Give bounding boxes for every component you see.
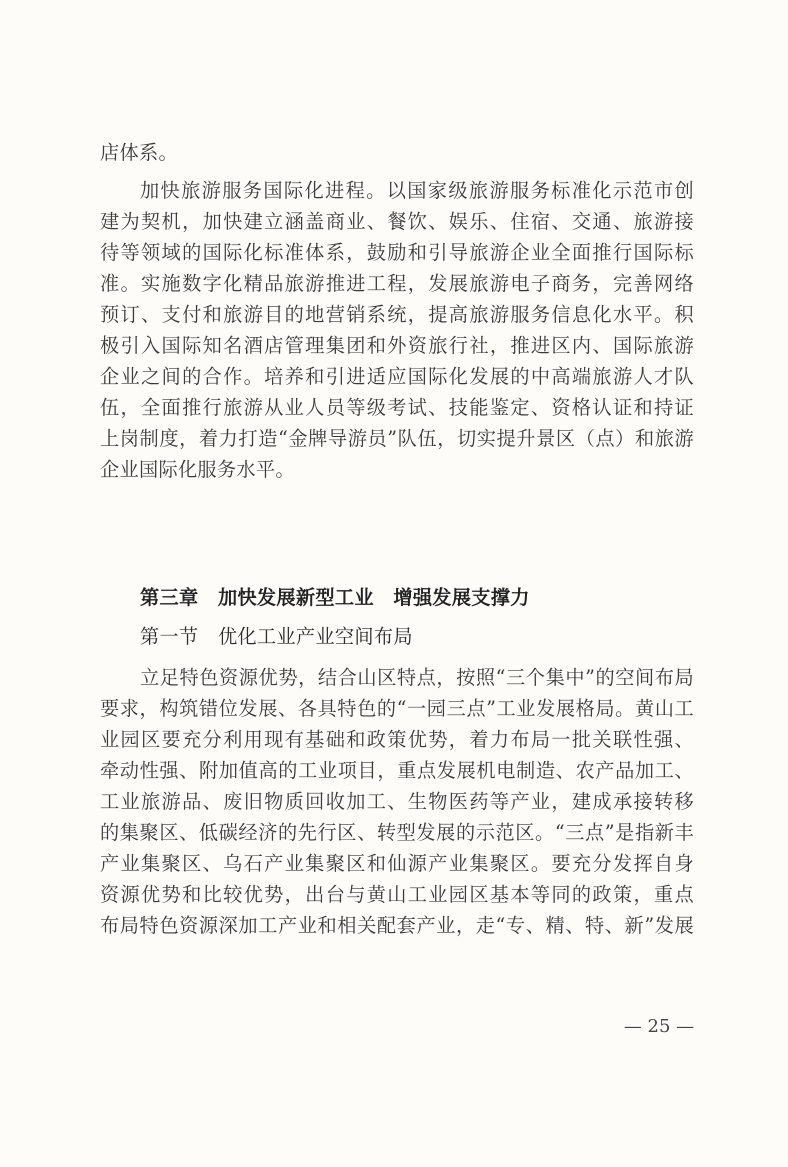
text-line: 的集聚区、低碳经济的先行区、转型发展的示范区。“三点”是指新丰 [100,821,694,844]
text-line: 加快旅游服务国际化进程。以国家级旅游服务标准化示范市创 [140,179,694,202]
text-line: 产业集聚区、乌石产业集聚区和仙源产业集聚区。要充分发挥自身 [100,852,694,875]
text-line: 建为契机，加快建立涵盖商业、餐饮、娱乐、住宿、交通、旅游接 [100,210,694,233]
text-line: 立足特色资源优势，结合山区特点，按照“三个集中”的空间布局 [140,666,694,689]
paragraph-tourism-internationalization [100,175,694,485]
text-line: 极引入国际知名酒店管理集团和外资旅行社，推进区内、国际旅游 [100,334,694,357]
text-line: 待等领域的国际化标准体系，鼓励和引导旅游企业全面推行国际标 [100,241,694,264]
text-line: 上岗制度，着力打造“金牌导游员”队伍，切实提升景区（点）和旅游 [100,427,694,450]
paragraph-industrial-layout [100,662,694,941]
paragraph-continuation [100,137,694,168]
text-line: 预订、支付和旅游目的地营销系统，提高旅游服务信息化水平。积 [100,303,694,326]
text-line: 企业国际化服务水平。 [100,458,295,481]
chapter-heading-block [100,582,694,613]
text-line: 店体系。 [100,141,178,164]
text-line: 业园区要充分利用现有基础和政策优势，着力布局一批关联性强、 [100,728,694,751]
text-line: 资源优势和比较优势，出台与黄山工业园区基本等同的政策，重点 [100,883,694,906]
page-number: — 25 — [623,1016,695,1037]
chapter-heading: 第三章 加快发展新型工业 增强发展支撑力 [140,586,530,609]
section-heading-block [100,621,694,652]
text-line: 布局特色资源深加工产业和相关配套产业，走“专、精、特、新”发展 [100,914,694,937]
text-line: 工业旅游品、废旧物质回收加工、生物医药等产业，建成承接转移 [100,790,694,813]
section-heading: 第一节 优化工业产业空间布局 [140,625,413,648]
text-line: 企业之间的合作。培养和引进适应国际化发展的中高端旅游人才队 [100,365,694,388]
text-line: 伍，全面推行旅游从业人员等级考试、技能鉴定、资格认证和持证 [100,396,694,419]
text-line: 要求，构筑错位发展、各具特色的“一园三点”工业发展格局。黄山工 [100,697,694,720]
text-line: 准。实施数字化精品旅游推进工程，发展旅游电子商务，完善网络 [100,272,694,295]
text-line: 牵动性强、附加值高的工业项目，重点发展机电制造、农产品加工、 [100,759,694,782]
